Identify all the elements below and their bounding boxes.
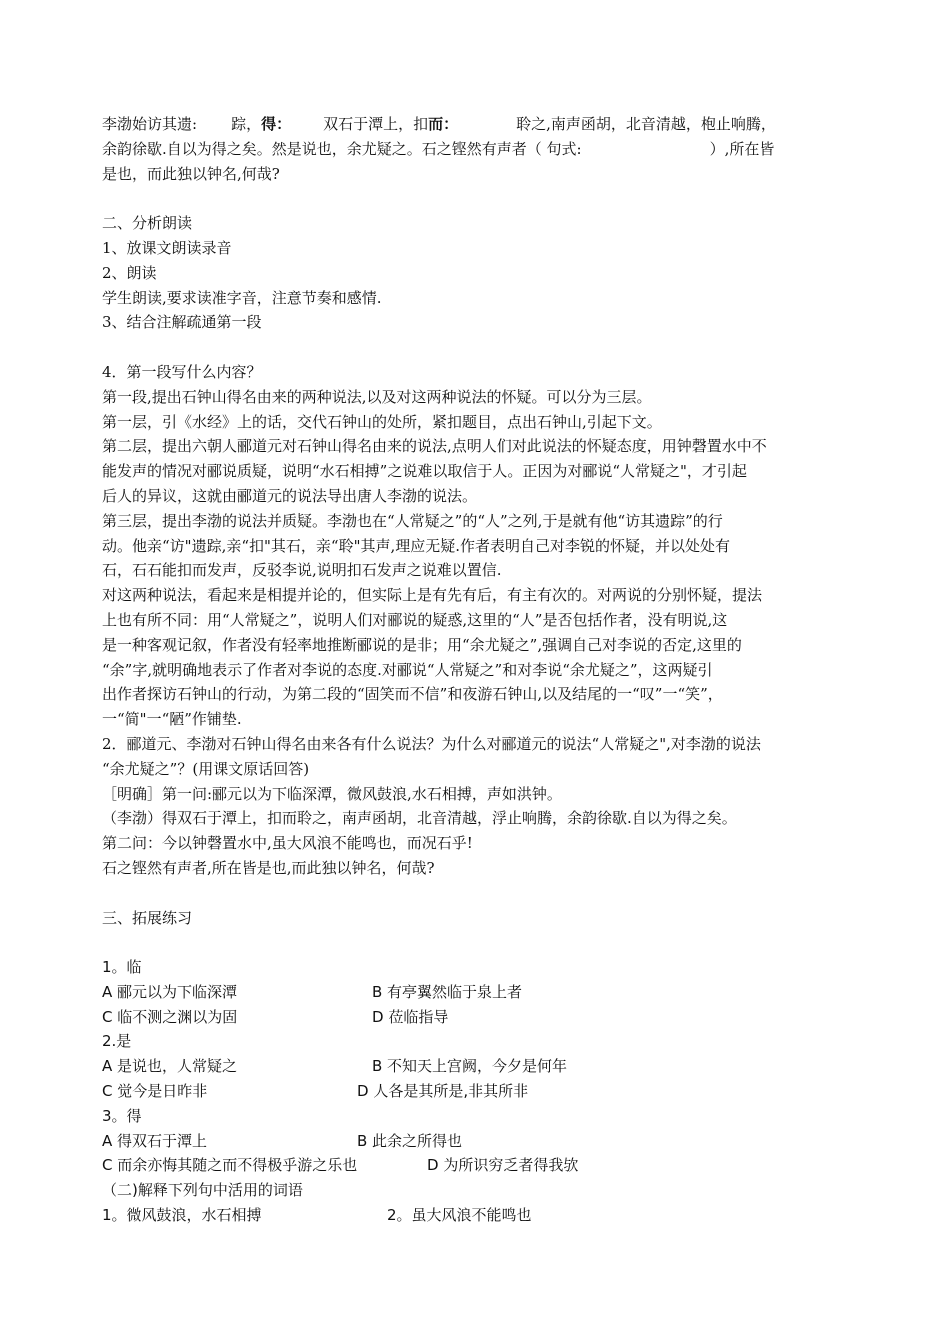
option-a: A 郦元以为下临深潭	[102, 982, 238, 1001]
subsection-title: （二)解释下列句中活用的词语	[102, 1181, 303, 1200]
answer-line: 石，石石能扣而发声，反驳李说,说明扣石发声之说难以置信.	[102, 561, 502, 580]
option-c: C 觉今是日昨非	[102, 1082, 208, 1101]
blank-label-de: 得：	[261, 115, 292, 133]
section-heading: 三、拓展练习	[102, 908, 193, 927]
passage-text: ）,所在皆	[709, 139, 775, 158]
answer-line: 后人的异议，这就由郦道元的说法导出唐人李渤的说法。	[102, 486, 478, 505]
option-a: A 得双石于潭上	[102, 1131, 208, 1150]
option-d: D 为所识穷乏者得我欤	[427, 1156, 579, 1175]
question-title: 4．第一段写什么内容？	[102, 362, 262, 381]
exercise-head: 2.是	[102, 1032, 132, 1051]
exercise-head: 1。临	[102, 958, 142, 977]
answer-line: ［明确］第一问:郦元以为下临深潭，微风鼓浪,水石相搏，声如洪钟。	[102, 784, 562, 803]
step-item: 2、朗读	[102, 263, 157, 282]
passage-text: 李渤始访其遗:	[102, 115, 198, 133]
option-d: D 人各是其所是,非其所非	[357, 1082, 529, 1101]
step-item: 3、结合注解疏通第一段	[102, 313, 262, 332]
option-c: C 而余亦悔其随之而不得极乎游之乐也	[102, 1156, 358, 1175]
passage-text: 聆之,南声函胡，北音清越，枹止响腾，	[516, 115, 776, 133]
exercise-options-row	[102, 1079, 862, 1104]
exercise-options-row	[102, 1153, 862, 1178]
step-text: 学生朗读,要求读准字音，注意节奏和感情.	[102, 288, 382, 307]
answer-line: 上也有所不同：用“人常疑之”，说明人们对郦说的疑惑,这里的“人”是否包括作者，没有明说,这	[102, 610, 728, 629]
exercise-options-row	[102, 980, 862, 1005]
passage-text: 余韵徐歇.自以为得之矣。然是说也，余尤疑之。石之铿然有声者（ 句式:	[102, 139, 582, 158]
option-b: B 有亭翼然临于泉上者	[372, 982, 523, 1001]
answer-line: 是一种客观记叙，作者没有轻率地推断郦说的是非；用“余尤疑之”,强调自己对李说的否定,这里的	[102, 635, 742, 654]
question-line: 2．郦道元、李渤对石钟山得名由来各有什么说法？为什么对郦道元的说法“人常疑之",对李渤的说法	[102, 734, 761, 753]
answer-line: 石之铿然有声者,所在皆是也,而此独以钟名，何哉?	[102, 858, 435, 877]
answer-line: 第三层，提出李渤的说法并质疑。李渤也在“人常疑之”的“人”之列,于是就有他“访其遗踪”的行	[102, 511, 723, 530]
answer-line: 出作者探访石钟山的行动，为第二段的“固笑而不信”和夜游石钟山,以及结尾的一“叹”一“笑”，	[102, 685, 723, 704]
exercise-options-row	[102, 1005, 862, 1030]
passage-text: 双石于潭上，扣	[323, 115, 429, 133]
word-item: 2。虽大风浪不能鸣也	[387, 1206, 532, 1225]
option-b: B 不知天上宫阙，今夕是何年	[372, 1057, 568, 1076]
answer-line: （李渤）得双石于潭上，扣而聆之，南声函胡，北音清越，浮止响腾，余韵徐歇.自以为得之矣。	[102, 809, 737, 828]
answer-line: “余”字,就明确地表示了作者对李说的态度.对郦说“人常疑之”和对李说“余尤疑之”，这两疑引	[102, 660, 713, 679]
answer-line: 第二问：今以钟磬置水中,虽大风浪不能鸣也，而况石乎!	[102, 834, 473, 853]
answer-line: 对这两种说法，看起来是相提并论的，但实际上是有先有后，有主有次的。对两说的分别怀疑，提法	[102, 586, 763, 605]
exercise-head: 3。得	[102, 1106, 142, 1125]
exercise-options-row	[102, 1054, 862, 1079]
passage-text: 踪，	[231, 115, 262, 133]
answer-line: 一“简"一“陋”作铺垫.	[102, 710, 242, 729]
section-heading: 二、分析朗读	[102, 214, 193, 233]
step-item: 1、放课文朗读录音	[102, 238, 232, 257]
question-line: “余尤疑之”？(用课文原话回答)	[102, 759, 310, 778]
blank-label-er: 而：	[428, 115, 459, 133]
document-body	[102, 112, 862, 1228]
passage-line-3: 是也，而此独以钟名,何哉?	[102, 164, 280, 183]
answer-line: 第一段,提出石钟山得名由来的两种说法,以及对这两种说法的怀疑。可以分为三层。	[102, 387, 652, 406]
word-item: 1。微风鼓浪，水石相搏	[102, 1206, 262, 1225]
passage-line-2	[102, 137, 862, 162]
answer-line: 能发声的情况对郦说质疑，说明“水石相搏”之说难以取信于人。正因为对郦说“人常疑之"，才引起	[102, 462, 747, 481]
passage-line-1	[102, 112, 862, 137]
option-b: B 此余之所得也	[357, 1131, 463, 1150]
exercise-options-row	[102, 1129, 862, 1154]
answer-line: 动。他亲“访"遗踪,亲“扣"其石，亲“聆"其声,理应无疑.作者表明自己对李锐的怀疑，并以处处有	[102, 536, 731, 555]
option-c: C 临不测之渊以为固	[102, 1007, 238, 1026]
answer-line: 第一层，引《水经》上的话，交代石钟山的处所，紧扣题目，点出石钟山,引起下文。	[102, 412, 662, 431]
answer-line: 第二层，提出六朝人郦道元对石钟山得名由来的说法,点明人们对此说法的怀疑态度，用钟磬置水中不	[102, 437, 767, 456]
option-a: A 是说也，人常疑之	[102, 1057, 238, 1076]
word-usage-row	[102, 1203, 862, 1228]
option-d: D 莅临指导	[372, 1007, 449, 1026]
